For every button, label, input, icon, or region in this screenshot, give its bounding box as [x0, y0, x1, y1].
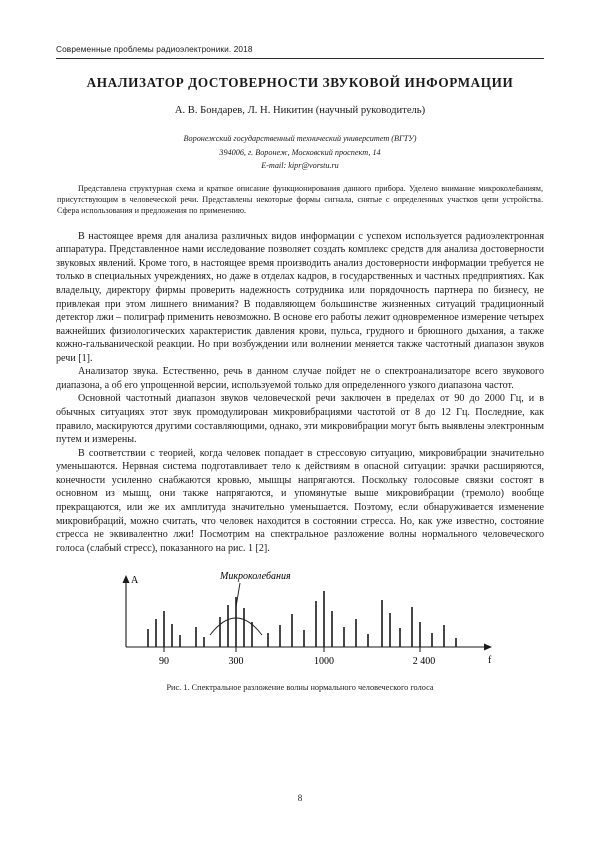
x-axis-ticks — [164, 647, 420, 652]
spectrum-chart — [90, 567, 510, 677]
contact-email: E-mail: kipr@vorstu.ru — [261, 160, 339, 170]
x-tick-labels — [159, 656, 435, 667]
page-title: АНАЛИЗАТОР ДОСТОВЕРНОСТИ ЗВУКОВОЙ ИНФОРМАЦИИ — [86, 75, 514, 90]
figure-caption: Рис. 1. Спектральное разложение волны нормального человеческого голоса — [166, 683, 434, 693]
x-tick-label-2400: 2 400 — [412, 656, 436, 668]
x-tick-label-1000: 1000 — [314, 656, 334, 668]
y-axis-arrow — [123, 575, 130, 583]
abstract-text: Представлена структурная схема и краткое описание функционирования данного прибора. Уделено внимание микроколебаниям, присутствующим в человеческой речи. Представлены некоторые формы сигнала, снятые с определенных участков цепи устройства. Сфера использования и предложения по применению. — [57, 183, 543, 215]
chart-annotation-label: Микроколебания — [220, 571, 291, 583]
body-paragraph-4: В соответствии с теорией, когда человек попадает в стрессовую ситуацию, микровибрации значительно уменьшаются. Нервная система подготавливает тело к действиям в опасной ситуации: зрачки расширяются, конечности усиленно снабжаются кровью, мышцы напрягаются. Поскольку голосовые связки состоят в основном из мышц, они также напрягаются, и упомянутые выше микровибрации (тремоло) вообще прекращаются, или же их амплитуда значительно уменьшается. Поэтому, если обнаруживается изменение микровибраций, можно считать, что человек находится в состоянии стресса. Но, как уже известно, состояние стресса не эквивалентно лжи! Посмотрим на спектральное разложение волны нормального человеческого голоса (слабый стресс), показанного на рис. 1 [2]. — [56, 447, 544, 554]
x-tick-label-90: 90 — [159, 656, 169, 668]
figure-1 — [56, 567, 544, 692]
running-head: Современные проблемы радиоэлектроники. 2018 — [56, 44, 253, 54]
spectrum-lines — [148, 591, 456, 647]
body-paragraph-2: Анализатор звука. Естественно, речь в данном случае пойдет не о спектроанализаторе всего звукового диапазона, а об его упрощенной версии, используемой только для определенного узкого диапазона частот. — [56, 366, 544, 391]
x-axis-label: f — [488, 655, 492, 667]
header-divider — [56, 58, 544, 59]
body-paragraph-1: В настоящее время для анализа различных видов информации с успехом используется радиоэлектронная аппаратура. Представленное нами исследование позволяет создать комплекс средств для анализа достоверности звуковых явлений. Кроме того, в настоящее время производить анализ достоверности информации требуется не только в специальных учреждениях, но даже в отделах кадров, в государственных и частных предприятиях. Как владельцу, директору фирмы проверить надежность сотрудника или порядочность партнера по бизнесу, не привлекая при этом лишнего внимания? В подавляющем большинстве жизненных ситуаций традиционный детектор лжи – полиграф применить невозможно. В основе его работы лежит одновременное измерение четырех важнейших физиологических характеристик давления крови, пульса, грудного и брюшного дыхания, а также кожно-гальванической реакции. Но при возбуждении или волнении меняется также частотный диапазон звуков речи [1]. — [56, 230, 544, 364]
affiliation-line-1: Воронежский государственный технический университет (ВГТУ) — [183, 134, 417, 143]
body-paragraph-3: Основной частотный диапазон звуков человеческой речи заключен в пределах от 90 до 2000 Гц, и в обычных ситуациях этот звук промодулирован микровибрациями частотой от 8 до 12 Гц. Последние, как правило, маскируются другими составляющими, однако, эти микровибрации могут быть выявлены электронным путем и измерены. — [56, 393, 544, 446]
x-tick-label-300: 300 — [228, 656, 244, 668]
affiliation-line-2: 394006, г. Воронеж, Московский проспект, 14 — [219, 147, 381, 157]
authors-line: А. В. Бондарев, Л. Н. Никитин (научный руководитель) — [174, 105, 426, 116]
page-number: 8 — [297, 793, 303, 803]
y-axis-label: A — [131, 575, 139, 587]
x-axis-arrow — [484, 644, 492, 651]
